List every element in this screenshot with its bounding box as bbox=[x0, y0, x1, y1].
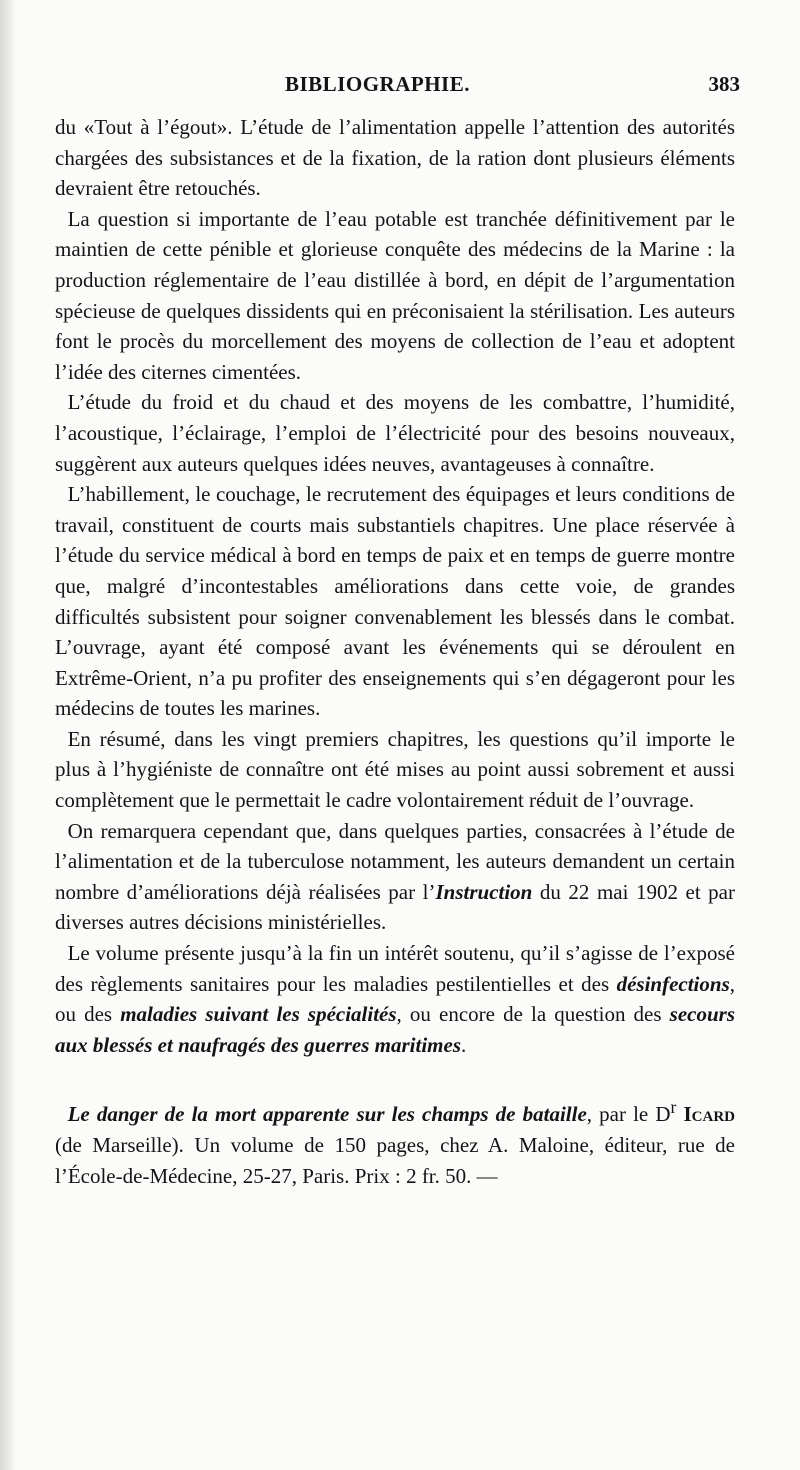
volume-text-end: . bbox=[461, 1032, 467, 1057]
remarks-text-end: du 22 mai 1902 et par diverses autres décisions ministérielles. bbox=[55, 879, 735, 935]
page-edge bbox=[0, 0, 14, 1470]
author-name: Icard bbox=[683, 1102, 736, 1127]
page-header bbox=[60, 72, 740, 112]
paragraph-continued: du «Tout à l’égout». L’étude de l’alimentation appelle l’attention des autorités chargées des subsistances et de la fixation, de la ration dont plusieurs éléments devraient être retouchés. bbox=[55, 115, 735, 201]
body-text bbox=[55, 112, 735, 1191]
paragraph-summary: En résumé, dans les vingt premiers chapitres, les questions qu’il importe le plus à l’hygiéniste de connaître ont été mises au point aussi sobrement et aussi complètement que le permettait le cadre volontairement réduit de l’ouvrage. bbox=[55, 726, 735, 813]
biblio-text-end: (de Marseille). Un volume de 150 pages, chez A. Maloine, éditeur, rue de l’École-de-Médecine, 25-27, Paris. Prix : 2 fr. 50. — bbox=[55, 1133, 735, 1188]
page-number: 383 bbox=[708, 72, 740, 96]
volume-text: Le volume présente jusqu’à la fin un intérêt soutenu, qu’il s’agisse de l’exposé des règlements sanitaires pour les maladies pestilentielles et des bbox=[55, 941, 735, 996]
desinfections-term: désinfections bbox=[616, 971, 730, 996]
volume-text-2: , ou des bbox=[55, 971, 735, 1027]
secours-term: secours aux blessés et naufragés des guerres maritimes bbox=[55, 1002, 735, 1057]
paragraph-climate: L’étude du froid et du chaud et des moyens de les combattre, l’humidité, l’acoustique, l’éclairage, l’emploi de l’électricité pour des besoins nouveaux, suggèrent aux auteurs quelques idées neuves, avantageuses à connaître. bbox=[55, 390, 735, 476]
paragraph-water: La question si importante de l’eau potable est tranchée définitivement par le maintien de cette pénible et glorieuse conquête des médecins de la Marine : la production réglementaire de l’eau distillée à bord, en dépit de l’argumentation spécieuse de quelques dissidents qui en préconisaient la stérilisation. Les auteurs font le procès du morcellement des moyens de collection de l’eau et adoptent l’idée des citernes cimentées. bbox=[55, 206, 735, 384]
running-title: BIBLIOGRAPHIE. bbox=[285, 72, 470, 96]
biblio-text: , par le D bbox=[586, 1102, 671, 1127]
bibliography-entry bbox=[55, 1092, 735, 1191]
volume-text-3: , ou encore de la question des bbox=[396, 1002, 670, 1027]
instruction-title: Instruction bbox=[435, 879, 533, 904]
book-title: Le danger de la mort apparente sur les champs de bataille bbox=[67, 1102, 587, 1127]
doctor-superscript: r bbox=[670, 1097, 677, 1118]
maladies-term: maladies suivant les spécialités bbox=[120, 1002, 397, 1027]
remarks-text: On remarquera cependant que, dans quelques parties, consacrées à l’étude de l’alimentation et de la tuberculose notamment, les auteurs demandent un certain nombre d’améliorations déjà réalisées par l’ bbox=[55, 818, 735, 904]
paragraph-remarks bbox=[55, 816, 735, 938]
paragraph-volume bbox=[55, 938, 735, 1060]
paragraph-clothing: L’habillement, le couchage, le recrutement des équipages et leurs conditions de travail, constituent de courts mais substantiels chapitres. Une place réservée à l’étude du service médical à bord en temps de paix et en temps de guerre montre que, malgré d’incontestables améliorations dans cette voie, de grandes difficultés subsistent pour soigner convenablement les blessés dans le combat. L’ouvrage, ayant été composé avant les événements qui se déroulent en Extrême-Orient, n’a pu profiter des enseignements qui s’en dégageront pour les médecins de toutes les marines. bbox=[55, 482, 735, 721]
